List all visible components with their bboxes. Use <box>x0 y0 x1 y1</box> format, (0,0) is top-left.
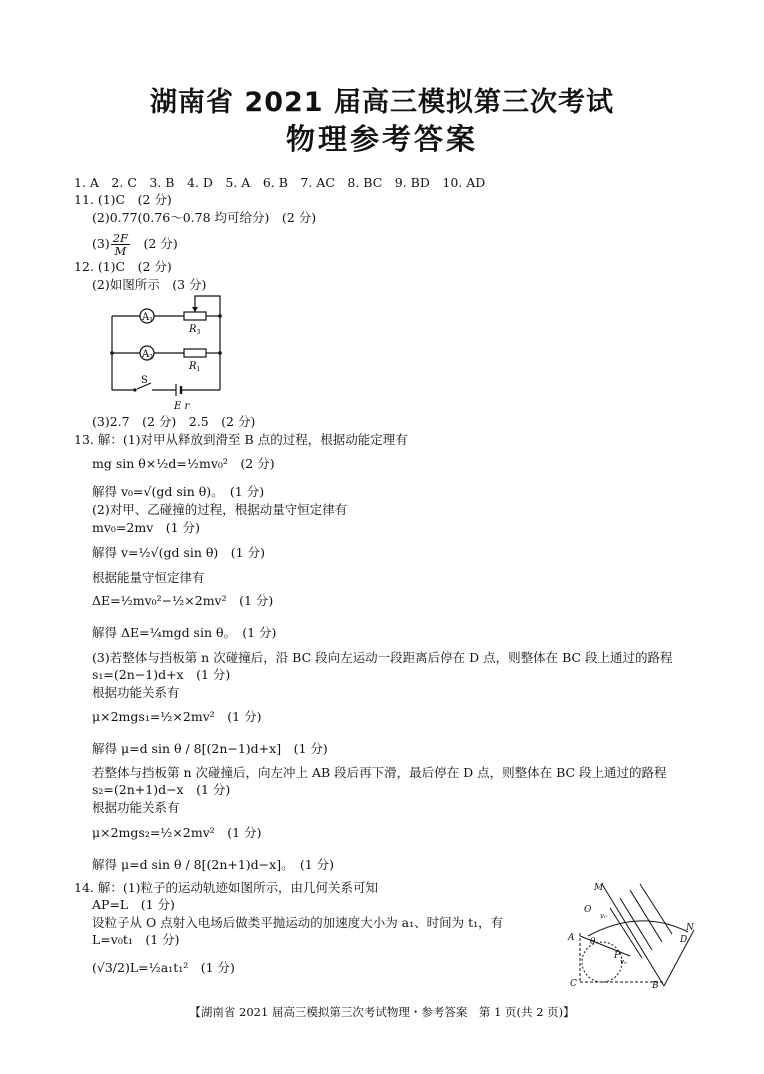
label-v0-1: v₀ <box>600 912 607 920</box>
q14-line4: L=v₀t₁ (1 分) <box>92 932 180 947</box>
label-b: B <box>652 981 659 990</box>
q13-line14: 解得 μ=d sin θ / 8[(2n−1)d+x] (1 分) <box>92 741 328 756</box>
label-d: D <box>680 935 688 945</box>
q13-line2: mg sin θ×½d=½mv₀² (2 分) <box>92 456 275 471</box>
q14-line2: AP=L (1 分) <box>92 897 175 912</box>
page-footer: 【湖南省 2021 届高三模拟第三次考试物理・参考答案 第 1 页(共 2 页)】 <box>189 1005 575 1019</box>
q12-part3: (3)2.7 (2 分) 2.5 (2 分) <box>92 414 256 429</box>
q13-line12: 根据功能关系有 <box>92 685 180 700</box>
circuit-diagram <box>104 292 232 414</box>
q11-fraction-den: M <box>114 244 127 258</box>
ammeter-a1-label: $A_1$ <box>142 312 154 324</box>
q11-fraction-num: 2F <box>112 231 129 245</box>
label-a: A <box>568 933 575 943</box>
q13-line13: μ×2mgs₁=½×2mv² (1 分) <box>92 709 262 724</box>
q13-line6: 解得 v=½√(gd sin θ) (1 分) <box>92 545 265 560</box>
choice-answers: 1. A 2. C 3. B 4. D 5. A 6. B 7. AC 8. BC 9. BD 10. AD <box>74 175 486 190</box>
q13-line8: ΔE=½mv₀²−½×2mv² (1 分) <box>92 593 274 608</box>
switch-label: S <box>141 375 148 386</box>
q13-line18: μ×2mgs₂=½×2mv² (1 分) <box>92 825 262 840</box>
q13-line16: s₂=(2n+1)d−x (1 分) <box>92 782 231 797</box>
resistor-r1-label: $R_1$ <box>189 361 201 373</box>
label-v0-2: v₀ <box>620 958 627 966</box>
q13-line5: mv₀=2mv (1 分) <box>92 520 200 535</box>
label-theta: θ <box>590 937 596 947</box>
label-p: P <box>614 951 621 961</box>
q11-part1: 11. (1)C (2 分) <box>74 192 172 207</box>
label-m: M <box>594 883 604 893</box>
q11-part3-label: (3) <box>92 236 110 251</box>
q13-line11: s₁=(2n−1)d+x (1 分) <box>92 667 231 682</box>
label-n: N <box>686 923 694 933</box>
q11-part3 <box>92 232 178 257</box>
q13-line15: 若整体与挡板第 n 次碰撞后，向左冲上 AB 段后再下滑，最后停在 D 点，则整体在 BC 段上通过的路程 <box>92 765 667 780</box>
label-c: C <box>570 979 577 989</box>
q11-part3-score: (2 分) <box>131 236 178 251</box>
q13-line7: 根据能量守恒定律有 <box>92 570 205 585</box>
q13-line4: (2)对甲、乙碰撞的过程，根据动量守恒定律有 <box>92 502 348 517</box>
q13-line1: 13. 解：(1)对甲从释放到滑至 B 点的过程，根据动能定理有 <box>74 432 408 447</box>
q13-line19: 解得 μ=d sin θ / 8[(2n+1)d−x]。 (1 分) <box>92 857 335 872</box>
q14-line1: 14. 解：(1)粒子的运动轨迹如图所示，由几何关系可知 <box>74 880 379 895</box>
ammeter-a2-label: $A_2$ <box>142 349 154 361</box>
battery-label: E r <box>174 401 190 412</box>
page-subtitle: 物理参考答案 <box>285 122 478 156</box>
resistor-r3-label: $R_3$ <box>189 324 201 336</box>
q13-line17: 根据功能关系有 <box>92 800 180 815</box>
q14-line3: 设粒子从 O 点射入电场后做类平抛运动的加速度大小为 a₁、时间为 t₁，有 <box>92 915 504 930</box>
q12-part2: (2)如图所示 (3 分) <box>92 277 207 292</box>
q11-part2: (2)0.77(0.76～0.78 均可给分) (2 分) <box>92 210 317 225</box>
q14-line5: (√3/2)L=½a₁t₁² (1 分) <box>92 960 235 975</box>
q12-part1: 12. (1)C (2 分) <box>74 259 172 274</box>
q11-fraction <box>111 232 130 257</box>
page-title: 湖南省 2021 届高三模拟第三次考试 <box>150 87 614 118</box>
q13-line9: 解得 ΔE=¼mgd sin θ。 (1 分) <box>92 625 277 640</box>
trajectory-diagram <box>560 878 700 990</box>
label-o: O <box>584 905 592 915</box>
q13-line10: (3)若整体与挡板第 n 次碰撞后，沿 BC 段向左运动一段距离后停在 D 点，则整体在 BC 段上通过的路程 <box>92 650 673 665</box>
q13-line3: 解得 v₀=√(gd sin θ)。 (1 分) <box>92 484 265 499</box>
